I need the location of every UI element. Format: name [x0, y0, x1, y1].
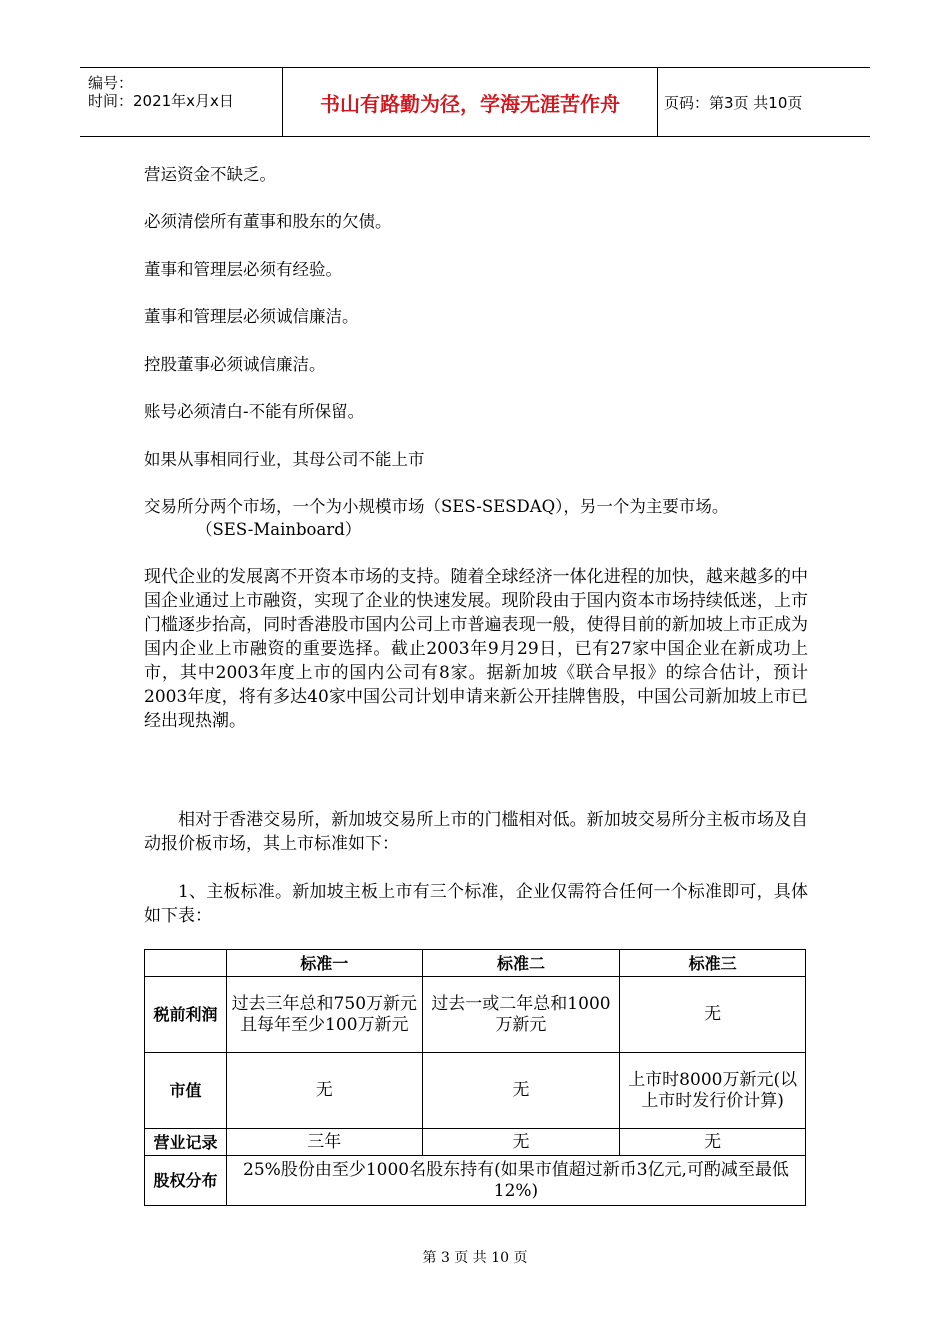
header-motto: 书山有路勤为径，学海无涯苦作舟: [282, 68, 658, 136]
requirement-line: 如果从事相同行业，其母公司不能上市: [144, 450, 425, 469]
column-header: 标准一: [226, 950, 422, 977]
table-cell: 三年: [226, 1129, 422, 1156]
requirement-line: 营运资金不缺乏。: [144, 165, 276, 184]
table-cell: 无: [422, 1053, 620, 1129]
table-cell-merged: 25%股份由至少1000名股东持有(如果市值超过新币3亿元,可酌减至最低12%): [226, 1156, 805, 1206]
column-header: 标准三: [620, 950, 806, 977]
requirement-line: 控股董事必须诚信廉洁。: [144, 355, 326, 374]
table-cell: 上市时8000万新元(以上市时发行价计算): [620, 1053, 806, 1129]
requirement-line: 董事和管理层必须有经验。: [144, 260, 342, 279]
requirement-line: 账号必须清白-不能有所保留。: [144, 402, 365, 421]
mainboard-paragraph: 1、主板标准。新加坡主板上市有三个标准，企业仅需符合任何一个标准即可，具体如下表：: [144, 882, 808, 926]
table-cell: 过去一或二年总和1000万新元: [422, 977, 620, 1053]
page-header: [80, 67, 870, 137]
market-description: 交易所分两个市场，一个为小规模市场（SES-SESDAQ），另一个为主要市场。: [144, 497, 729, 516]
table-row: [145, 1129, 806, 1156]
header-page-number: 页码：第3页 共10页: [664, 93, 803, 112]
table-row: [145, 977, 806, 1053]
document-date: 时间：2021年x月x日: [88, 92, 234, 110]
row-header: 营业记录: [145, 1129, 227, 1156]
row-header: 税前利润: [145, 977, 227, 1053]
requirement-line: 必须清偿所有董事和股东的欠债。: [144, 212, 392, 231]
header-meta: [80, 68, 282, 136]
document-number: 编号：: [88, 74, 134, 92]
page-footer: 第 3 页 共 10 页: [422, 1250, 528, 1266]
row-header: 股权分布: [145, 1156, 227, 1206]
table-cell: 无: [422, 1129, 620, 1156]
column-header: 标准二: [422, 950, 620, 977]
requirement-line: 董事和管理层必须诚信廉洁。: [144, 307, 359, 326]
table-row: [145, 1053, 806, 1129]
listing-standards-table: [144, 949, 806, 1206]
market-description-cont: （SES-Mainboard）: [196, 520, 362, 539]
table-row: [145, 1156, 806, 1206]
intro-paragraph: 现代企业的发展离不开资本市场的支持。随着全球经济一体化进程的加快，越来越多的中国企业通过上市融资，实现了企业的快速发展。现阶段由于国内资本市场持续低迷，上市门槛逐步抬高，同时香港股市国内公司上市普遍表现一般，使得目前的新加坡上市正成为国内企业上市融资的重要选择。截止2003年9月29日，已有27家中国企业在新成功上市，其中2003年度上市的国内公司有8家。据新加坡《联合早报》的综合估计，预计2003年度，将有多达40家中国公司计划申请来新公开挂牌售股，中国公司新加坡上市已经出现热潮。: [144, 567, 808, 731]
table-corner-cell: [145, 950, 227, 977]
table-header-row: [145, 950, 806, 977]
table-cell: 无: [620, 977, 806, 1053]
compare-paragraph: 相对于香港交易所，新加坡交易所上市的门槛相对低。新加坡交易所分主板市场及自动报价板市场，其上市标准如下：: [144, 810, 808, 854]
table-cell: 过去三年总和750万新元且每年至少100万新元: [226, 977, 422, 1053]
table-cell: 无: [226, 1053, 422, 1129]
table-cell: 无: [620, 1129, 806, 1156]
row-header: 市值: [145, 1053, 227, 1129]
